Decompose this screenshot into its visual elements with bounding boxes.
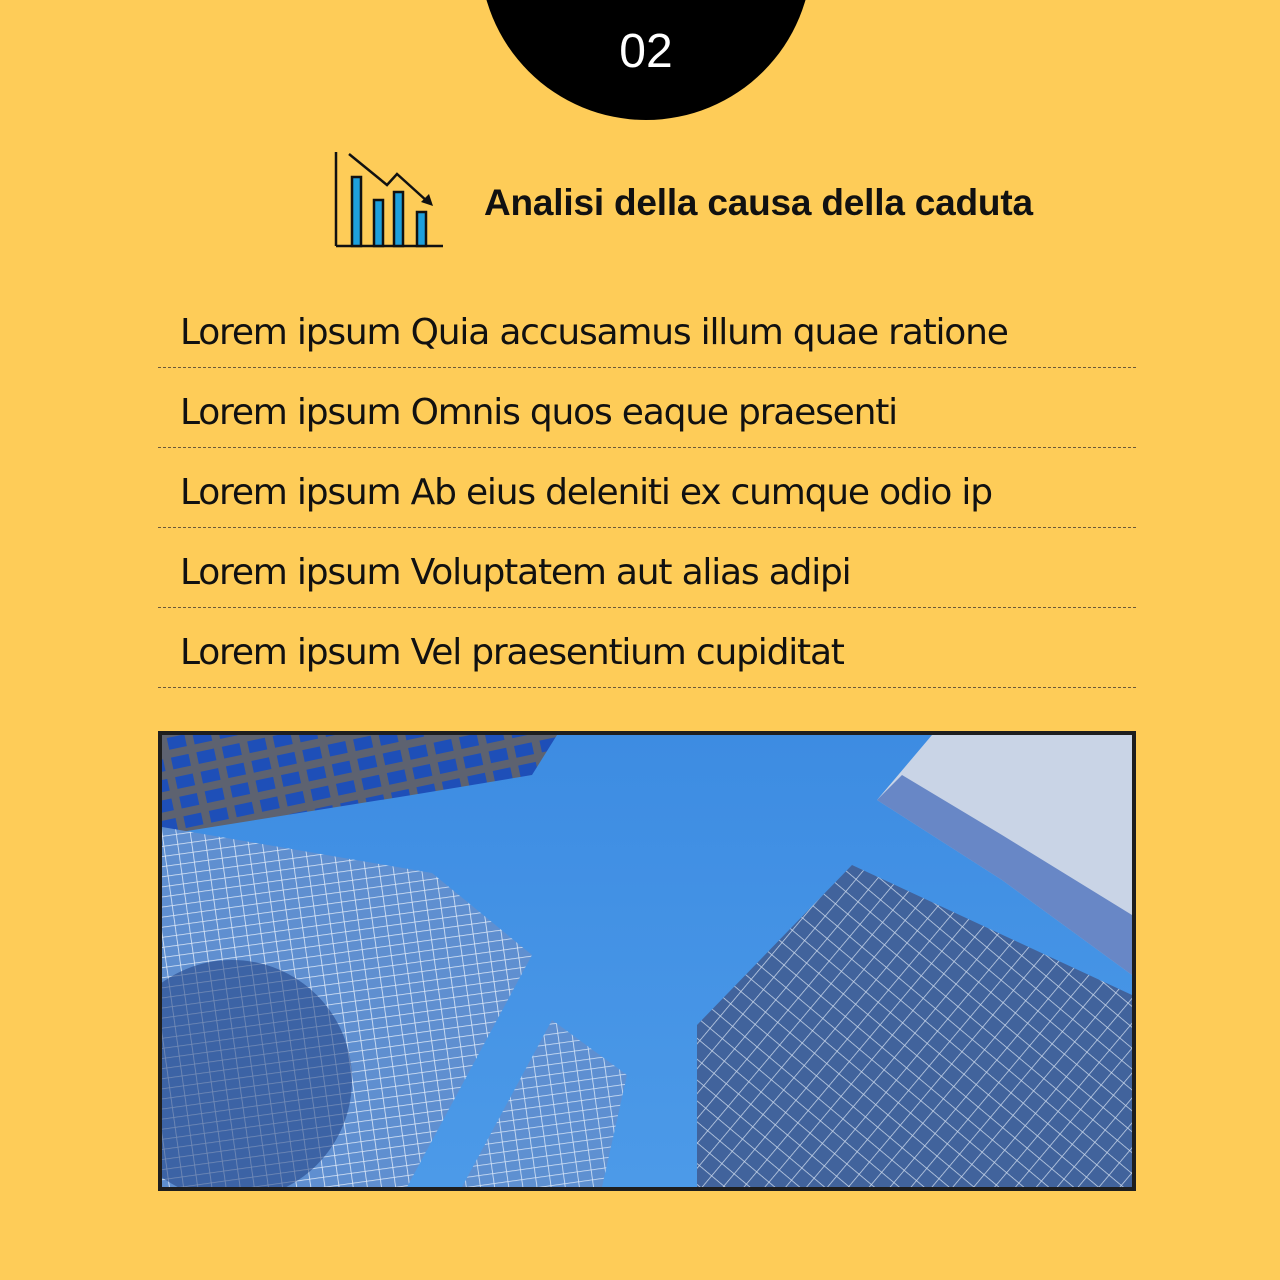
cause-list <box>158 288 1136 688</box>
list-item-text: Lorem ipsum Quia accusamus illum quae ratione <box>180 312 1008 353</box>
list-item <box>158 528 1136 608</box>
list-item-text: Lorem ipsum Voluptatem aut alias adipi <box>180 552 851 593</box>
section-number: 02 <box>619 25 673 78</box>
list-item <box>158 608 1136 688</box>
list-item <box>158 288 1136 368</box>
list-item-text: Lorem ipsum Omnis quos eaque praesenti <box>180 392 897 433</box>
skyscrapers-photo <box>158 731 1136 1191</box>
list-item-text: Lorem ipsum Ab eius deleniti ex cumque odio ip <box>180 472 992 513</box>
list-item <box>158 368 1136 448</box>
list-item <box>158 448 1136 528</box>
list-item-text: Lorem ipsum Vel praesentium cupiditat <box>180 632 844 673</box>
section-title: Analisi della causa della caduta <box>484 182 1033 223</box>
declining-bar-chart-icon <box>333 150 445 250</box>
